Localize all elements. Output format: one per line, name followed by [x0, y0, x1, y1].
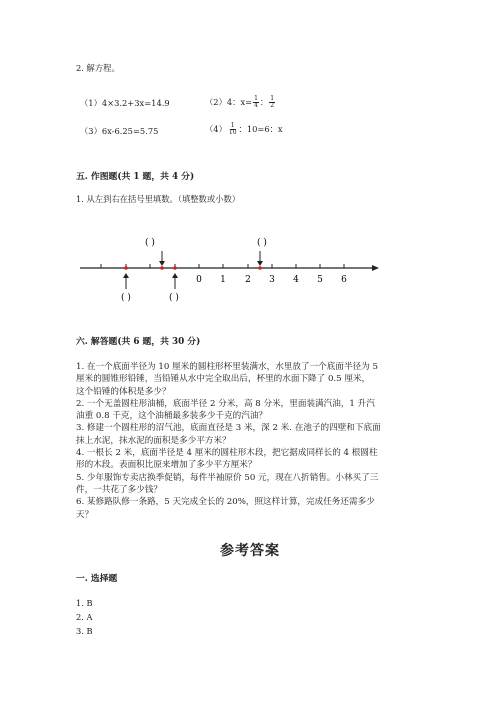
fraction-numerator: 1 — [254, 95, 258, 102]
fraction-denominator: 4 — [254, 102, 258, 109]
fraction-numerator: 1 — [230, 122, 235, 129]
equation-2-prefix: （2）4：x= — [205, 97, 253, 107]
down-arrow-icon — [257, 251, 263, 266]
tick-label-6: 6 — [341, 275, 347, 285]
tick-label-2: 2 — [245, 275, 251, 285]
question-line: 件，一共花了多少钱？ — [76, 484, 162, 495]
question-line: 3. 修建一个圆柱形的沼气池，底面直径是 3 米，深 2 米. 在池子的四壁和下底面 — [76, 423, 381, 434]
equation-3: （3）6x-6.25=5.75 — [80, 126, 159, 136]
equation-4 — [205, 123, 283, 136]
answer-item-1: 1. B — [76, 598, 93, 608]
up-arrow-icon — [172, 273, 178, 289]
fraction-denominator: 2 — [270, 102, 275, 109]
answer-item-3: 3. B — [76, 626, 93, 636]
equation-2 — [205, 96, 276, 109]
tick-label-0: 0 — [196, 275, 202, 285]
point-marker — [173, 266, 177, 270]
tick-label-4: 4 — [293, 275, 299, 285]
question-line: 抹上水泥，抹水泥的面积是多少平方米？ — [76, 435, 231, 446]
down-arrow-icon — [159, 251, 165, 266]
bracket-below-1: ( ) — [121, 293, 131, 303]
question-line: 2. 一个无盖圆柱形油桶，底面半径 2 分米，高 8 分米，里面装满汽油，1 升汽 — [76, 398, 375, 409]
tick-label-3: 3 — [269, 275, 275, 285]
up-arrow-icon — [123, 273, 129, 289]
question-line: 形的木段。表面积比原来增加了多少平方厘米？ — [76, 460, 257, 471]
number-line-diagram — [0, 225, 500, 315]
section-5-title: 五. 作图题(共 1 题，共 4 分) — [76, 172, 195, 182]
point-marker — [124, 266, 128, 270]
question-line: 油重 0.8 千克，这个油桶最多装多少千克的汽油？ — [76, 411, 268, 422]
question-line: 天？ — [76, 509, 94, 520]
fraction-one-quarter — [253, 96, 259, 109]
section-6-title: 六. 解答题(共 6 题，共 30 分) — [76, 337, 201, 347]
answer-key-title: 参考答案 — [220, 543, 280, 559]
point-marker — [258, 266, 262, 270]
equation-4-suffix: ：10=6：x — [238, 124, 283, 134]
question-line: 1. 在一个底面半径为 10 厘米的圆柱形杯里装满水，水里放了一个底面半径为 5 — [76, 362, 378, 372]
axis-ticks — [101, 264, 344, 268]
q2-heading: 2. 解方程。 — [76, 63, 120, 73]
ratio-colon: ： — [259, 97, 269, 107]
point-marker — [160, 266, 164, 270]
answer-item-2: 2. A — [76, 612, 93, 622]
fraction-numerator: 1 — [270, 95, 275, 102]
fraction-one-tenth — [228, 123, 238, 136]
tick-label-5: 5 — [317, 275, 323, 285]
bracket-above-1: ( ) — [145, 238, 155, 248]
tick-label-1: 1 — [220, 275, 226, 285]
equation-4-prefix: （4） — [205, 124, 227, 134]
question-line: 4. 一根长 2 米，底面半径是 4 厘米的圆柱形木段，把它据成同样长的 4 根圆柱 — [76, 448, 378, 459]
fraction-denominator: 10 — [228, 129, 237, 136]
question-line: 6. 某修路队修一条路，5 天完成全长的 20%，照这样计算，完成任务还需多少 — [76, 497, 375, 508]
question-line: 这个铅锤的体积是多少？ — [76, 386, 171, 397]
bracket-below-2: ( ) — [169, 293, 179, 303]
equation-1: （1）4×3.2+3x=14.9 — [80, 98, 170, 108]
fraction-one-half — [269, 96, 275, 109]
question-line: 5. 少年服饰专卖店换季促销，每件半袖原价 50 元，现在八折销售。小林买了三 — [76, 472, 379, 483]
axis-arrowhead-icon — [372, 265, 379, 271]
section-6-questions — [76, 361, 436, 521]
section-5-question-1: 1. 从左到右在括号里填数。（填整数或小数） — [76, 194, 241, 204]
question-line: 厘米的圆锥形铅锤，当铅锤从水中完全取出后，杯里的水面下降了 0.5 厘米， — [76, 374, 371, 385]
bracket-above-2: ( ) — [257, 238, 267, 248]
answer-section-1-title: 一. 选择题 — [76, 574, 118, 584]
